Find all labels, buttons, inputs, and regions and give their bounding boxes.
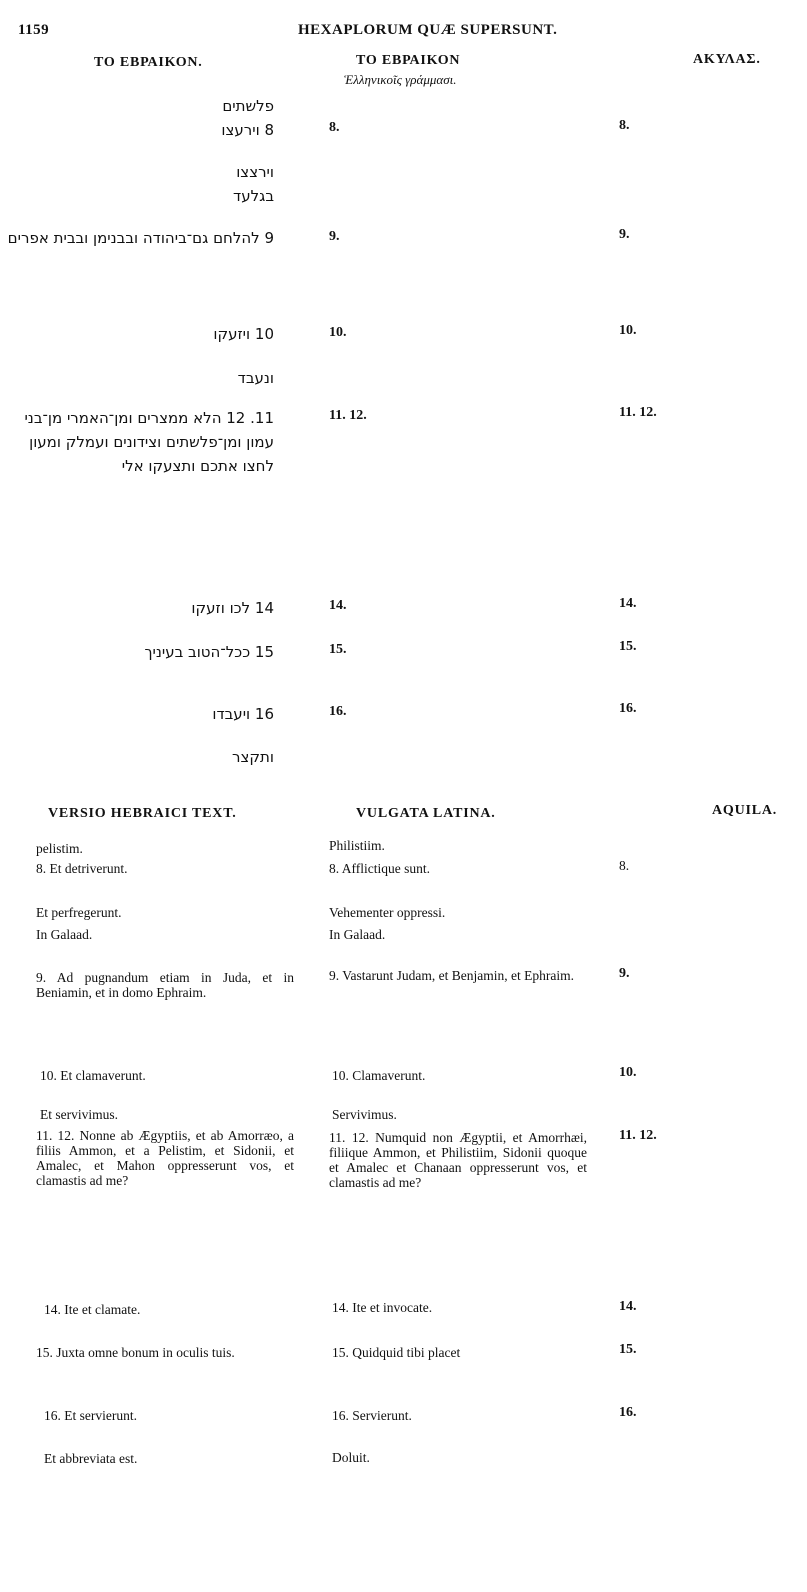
vulgata-line: 16. Servierunt. [332, 1408, 412, 1423]
aquila-verse-number: 15. [619, 1342, 637, 1357]
vulgata-line: Philistiim. [329, 838, 385, 853]
aquila-verse-number: 14. [619, 1299, 637, 1314]
versio-line: Et perfregerunt. [36, 905, 122, 920]
versio-line: In Galaad. [36, 927, 93, 942]
versio-paragraph: 15. Juxta omne bonum in oculis tuis. [36, 1345, 235, 1360]
vulgata-line: In Galaad. [329, 927, 386, 942]
vulgata-line: 10. Clamaverunt. [332, 1068, 426, 1083]
hebrew-line: ונעבד [237, 369, 274, 387]
verse-number: 11. 12. [329, 408, 367, 423]
verse-number: 15. [329, 642, 347, 657]
versio-line: 16. Et servierunt. [44, 1408, 137, 1423]
vulgata-line: Vehementer oppressi. [329, 905, 446, 920]
page-number: 1159 [18, 22, 50, 38]
hebrew-line: ותקצר [232, 748, 274, 766]
hebrew-line: 8 וירעצו [221, 121, 274, 139]
hebrew-line: 10 ויזעקו [213, 325, 274, 343]
verse-number: 8. [619, 118, 630, 133]
vulgata-line: Servivimus. [332, 1107, 397, 1122]
aquila-verse-number: 11. 12. [619, 1128, 657, 1143]
versio-column-header: VERSIO HEBRAICI TEXT. [48, 806, 237, 821]
verse-number: 15. [619, 639, 637, 654]
vulgata-paragraph: 11. 12. Numquid non Ægyptii, et Amorrhæi, filiique Ammon, et Philistiim, Sidonii quoque et Amalec et Chanaan oppresserunt vos, et clamastis ad me? [329, 1130, 587, 1190]
verse-number: 14. [619, 596, 637, 611]
hebrew-line: 15 ככל־הטוב בעיניך [144, 643, 274, 661]
verse-number: 14. [329, 598, 347, 613]
verse-number: 16. [619, 701, 637, 716]
hebrew-line: 11. 12 הלא ממצרים ומן־האמרי מן־בני עמון ומן־פלשתים וצידונים ועמלק ומעון לחצו אתכם ותצעקו אלי [24, 409, 274, 475]
verse-number: 16. [329, 704, 347, 719]
vulgata-line: 14. Ite et invocate. [332, 1300, 433, 1315]
aquila-verse-number: 8. [619, 858, 630, 873]
aquila-verse-number: 16. [619, 1405, 637, 1420]
aquila-verse-number: 9. [619, 966, 630, 981]
verse-number: 10. [619, 323, 637, 338]
hebrew-column-header: ΤΟ ΕΒΡΑΙΚΟΝ. [94, 55, 203, 70]
verse-number: 10. [329, 325, 347, 340]
hebrew-line: בגלעד [233, 187, 274, 205]
aquila-greek-column-header: ΑΚΥΛΑΣ. [693, 52, 761, 67]
running-title: HEXAPLORUM QUÆ SUPERSUNT. [298, 22, 558, 38]
versio-line: Et abbreviata est. [44, 1451, 138, 1466]
verse-number: 9. [619, 227, 630, 242]
vulgata-column-header: VULGATA LATINA. [356, 806, 496, 821]
versio-line: 10. Et clamaverunt. [40, 1068, 146, 1083]
versio-line: Et servivimus. [40, 1107, 118, 1122]
vulgata-paragraph: 9. Vastarunt Judam, et Benjamin, et Ephraim. [329, 968, 574, 983]
versio-line: pelistim. [36, 841, 83, 856]
verse-number: 11. 12. [619, 405, 657, 420]
hebrew-line: 16 ויעבדו [212, 705, 274, 723]
versio-line: 8. Et detriverunt. [36, 861, 128, 876]
greek-translit-column-subheader: Ἑλληνικοῖς γράμμασι. [344, 72, 457, 87]
hebrew-line: וירצצו [236, 163, 274, 181]
vulgata-line: Doluit. [332, 1450, 370, 1465]
hebrew-line: פלשתים [222, 97, 274, 115]
hebrew-line: 14 לכו וזעקו [191, 599, 274, 617]
versio-paragraph: 11. 12. Nonne ab Ægyptiis, et ab Amorræo, a filiis Ammon, et a Pelistim, et Sidonii, et Amalec, et Mahon oppresserunt vos, et clamastis ad me? [36, 1128, 294, 1188]
vulgata-line: 15. Quidquid tibi placet [332, 1345, 461, 1360]
aquila-verse-number: 10. [619, 1065, 637, 1080]
versio-paragraph: 9. Ad pugnandum etiam in Juda, et in Beniamin, et in domo Ephraim. [36, 970, 294, 1000]
vulgata-line: 8. Afflictique sunt. [329, 861, 430, 876]
greek-translit-column-header: ΤΟ ΕΒΡΑΙΚΟΝ [356, 53, 461, 68]
aquila-latin-column-header: AQUILA. [712, 803, 778, 818]
verse-number: 8. [329, 120, 340, 135]
hebrew-line: 9 להלחם גם־ביהודה ובבנימן ובבית אפרים [7, 229, 274, 247]
versio-line: 14. Ite et clamate. [44, 1302, 141, 1317]
verse-number: 9. [329, 229, 340, 244]
